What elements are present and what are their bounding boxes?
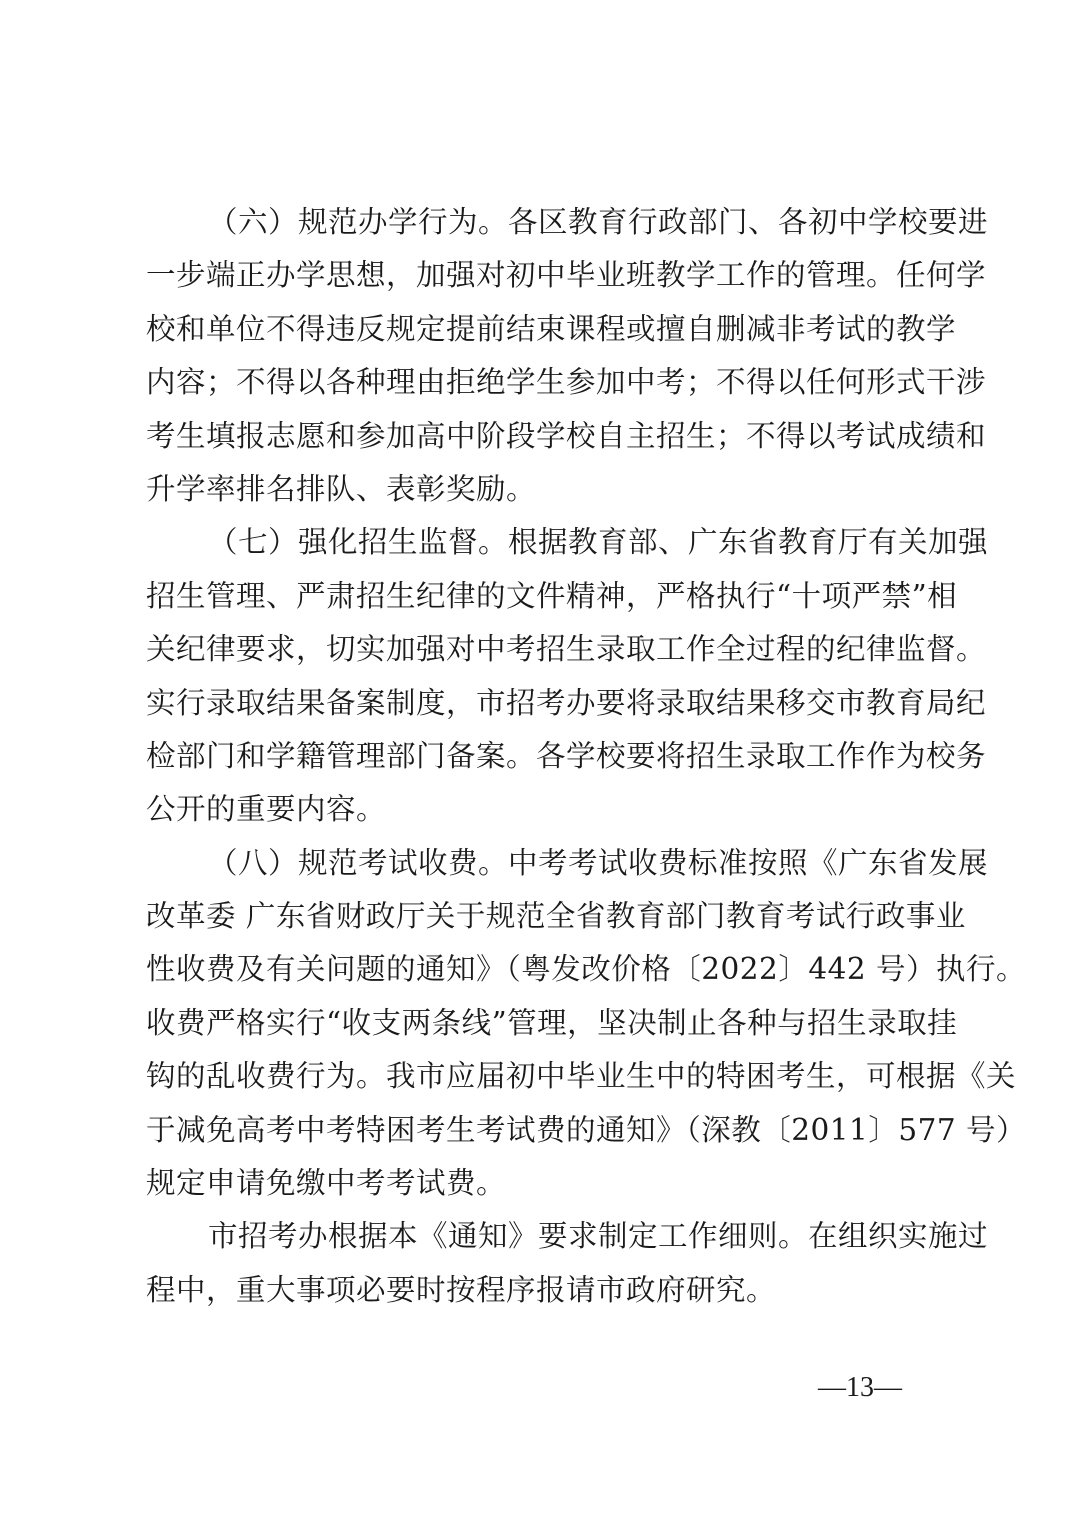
text-line: 招生管理、严肃招生纪律的文件精神，严格执行“十项严禁”相 xyxy=(146,578,958,613)
text-line: 实行录取结果备案制度，市招考办要将录取结果移交市教育局纪 xyxy=(146,685,987,720)
text-line: 收费严格实行“收支两条线”管理，坚决制止各种与招生录取挂 xyxy=(146,1005,958,1040)
document-body xyxy=(146,196,1027,1317)
text-line: （八）规范考试收费。中考考试收费标准按照《广东省发展 xyxy=(208,845,989,880)
text-line: 升学率排名排队、表彰奖励。 xyxy=(146,471,537,506)
text-line: 规定申请免缴中考考试费。 xyxy=(146,1166,507,1201)
paragraph-closing xyxy=(146,1210,989,1317)
paragraph-six xyxy=(146,196,989,516)
text-line: 一步端正办学思想，加强对初中毕业班教学工作的管理。任何学 xyxy=(146,258,987,293)
paragraph-eight xyxy=(146,837,1027,1211)
page-number: —13— xyxy=(818,1372,902,1403)
text-line: 程中，重大事项必要时按程序报请市政府研究。 xyxy=(146,1272,777,1307)
text-line: （六）规范办学行为。各区教育行政部门、各初中学校要进 xyxy=(208,205,989,239)
text-line: 性收费及有关问题的通知》（粤发改价格〔2022〕442 号）执行。 xyxy=(146,952,1027,987)
text-line: 内容；不得以各种理由拒绝学生参加中考；不得以任何形式干涉 xyxy=(146,365,987,400)
text-line: 关纪律要求，切实加强对中考招生录取工作全过程的纪律监督。 xyxy=(146,632,987,667)
text-line: 检部门和学籍管理部门备案。各学校要将招生录取工作作为校务 xyxy=(146,738,987,773)
text-line: 公开的重要内容。 xyxy=(146,792,387,827)
text-line: 于减免高考中考特困考生考试费的通知》（深教〔2011〕577 号） xyxy=(146,1112,1027,1147)
text-line: 考生填报志愿和参加高中阶段学校自主招生；不得以考试成绩和 xyxy=(146,418,987,453)
text-line: 市招考办根据本《通知》要求制定工作细则。在组织实施过 xyxy=(208,1219,989,1254)
text-line: 改革委 广东省财政厅关于规范全省教育部门教育考试行政事业 xyxy=(146,899,966,934)
text-line: 钩的乱收费行为。我市应届初中毕业生中的特困考生，可根据《关 xyxy=(146,1059,1017,1094)
paragraph-seven xyxy=(146,516,989,836)
text-line: （七）强化招生监督。根据教育部、广东省教育厅有关加强 xyxy=(208,525,989,560)
text-line: 校和单位不得违反规定提前结束课程或擅自删减非考试的教学 xyxy=(146,311,957,346)
